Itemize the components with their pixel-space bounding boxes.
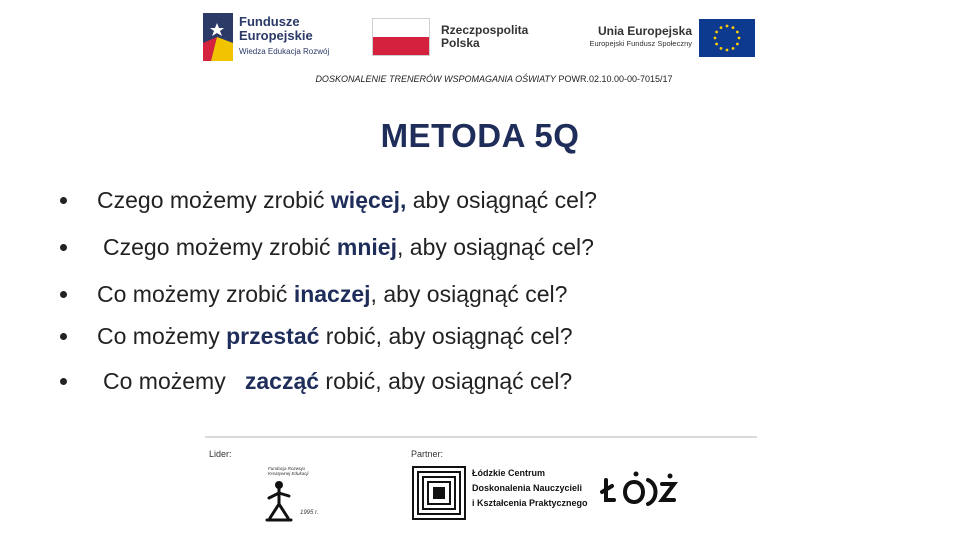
eu-flag-icon: [699, 19, 755, 57]
lider-logo-year: 1995 r.: [300, 510, 319, 516]
partner-label: Partner:: [411, 449, 444, 459]
eu-star-icon: [736, 43, 739, 46]
bullet-icon: [60, 244, 67, 251]
bullet-keyword: więcej,: [330, 187, 407, 213]
ldc-square-icon: [412, 466, 466, 520]
eu-star-icon: [732, 26, 735, 29]
polish-flag-icon: [372, 18, 430, 56]
eu-star-icon: [738, 37, 741, 40]
eu-star-icon: [714, 37, 717, 40]
eu-star-icon: [720, 26, 723, 29]
ldc-logo: [412, 464, 588, 522]
fundusze-europejskie-flag-icon: [203, 13, 233, 61]
ldc-logo-line1: Łódzkie Centrum: [472, 468, 546, 478]
rp-logo-line1: Rzeczpospolita: [441, 23, 529, 37]
lider-figure-icon: [264, 480, 294, 522]
lider-logo-caption: Fundacja Rozwoju Kreatywnej Edukacji: [268, 466, 309, 476]
eu-star-icon: [715, 43, 718, 46]
page-title: METODA 5Q: [380, 117, 580, 154]
project-code: POWR.02.10.00-00-7015/17: [558, 74, 673, 84]
eu-star-icon: [732, 47, 735, 50]
fe-logo-line2: Europejskie: [239, 28, 313, 43]
ue-logo-line2: Europejski Fundusz Społeczny: [589, 39, 692, 48]
bullet-icon: [60, 291, 67, 298]
ldc-logo-line2: Doskonalenia Nauczycieli: [472, 483, 583, 493]
bullet-icon: [60, 378, 67, 385]
bullet-icon: [60, 197, 67, 204]
ldc-logo-line3: i Kształcenia Praktycznego: [472, 498, 588, 508]
project-name: DOSKONALENIE TRENERÓW WSPOMAGANIA OŚWIATY: [315, 74, 556, 84]
bullet-keyword: inaczej: [293, 281, 371, 307]
project-line: [0, 74, 960, 84]
rzeczpospolita-polska-logo: [372, 18, 542, 58]
fundusze-europejskie-logo: [203, 13, 353, 63]
eu-star-icon: [715, 31, 718, 34]
lider-label: Lider:: [209, 449, 232, 459]
bullet-keyword: przestać: [226, 323, 320, 349]
bullet-icon: [60, 333, 67, 340]
fe-logo-line1: Fundusze: [239, 14, 300, 29]
unia-europejska-logo: [570, 18, 760, 58]
footer-divider: [205, 436, 757, 438]
eu-star-icon: [720, 47, 723, 50]
bullet-keyword: mniej: [336, 234, 397, 260]
fe-logo-line3: Wiedza Edukacja Rozwój: [239, 47, 330, 56]
ue-logo-line1: Unia Europejska: [597, 24, 692, 38]
bullet-keyword: zacząć: [244, 368, 320, 394]
lodz-logo-icon: [600, 470, 680, 510]
lider-logo: [262, 466, 326, 522]
rp-logo-line2: Polska: [441, 36, 480, 50]
eu-star-icon: [726, 49, 729, 52]
eu-star-icon: [736, 31, 739, 34]
eu-star-icon: [726, 25, 729, 28]
